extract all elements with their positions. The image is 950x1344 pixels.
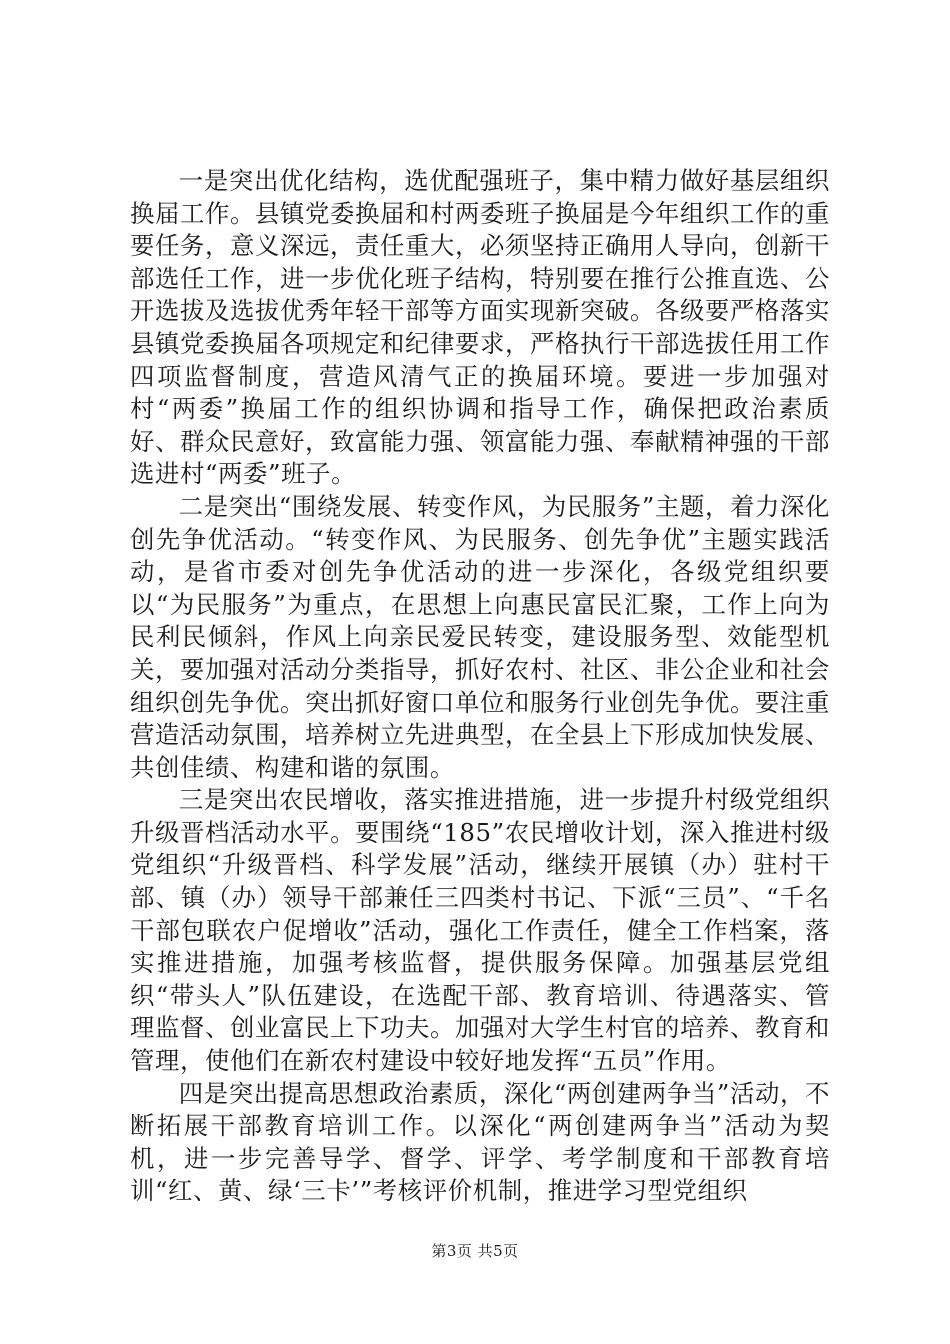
page-number-footer: 第3页 共5页 bbox=[431, 1242, 519, 1260]
paragraph-1: 一是突出优化结构，选优配强班子，集中精力做好基层组织换届工作。县镇党委换届和村两委班子换届是今年组织工作的重要任务，意义深远，责任重大，必须坚持正确用人导向，创新干部选任工作，进一步优化班子结构，特别要在推行公推直选、公开选拔及选拔优秀年轻干部等方面实现新突破。各级要严格落实县镇党委换届各项规定和纪律要求，严格执行干部选拔任用工作四项监督制度，营造风清气正的换届环境。要进一步加强对村“两委”换届工作的组织协调和指导工作，确保把政治素质好、群众民意好，致富能力强、领富能力强、奉献精神强的干部选进村“两委”班子。 bbox=[130, 166, 830, 489]
paragraph-4: 四是突出提高思想政治素质，深化“两创建两争当”活动，不断拓展干部教育培训工作。以深化“两创建两争当”活动为契机，进一步完善导学、督学、评学、考学制度和干部教育培训“红、黄、绿‘三卡’”考核评价机制，推进学习型党组织 bbox=[130, 1078, 830, 1206]
document-body bbox=[130, 165, 830, 1208]
paragraph-2: 二是突出“围绕发展、转变作风，为民服务”主题，着力深化创先争优活动。“转变作风、为民服务、创先争优”主题实践活动，是省市委对创先争优活动的进一步深化，各级党组织要以“为民服务”为重点，在思想上向惠民富民汇聚，工作上向为民利民倾斜，作风上向亲民爱民转变，建设服务型、效能型机关，要加强对活动分类指导，抓好农村、社区、非公企业和社会组织创先争优。突出抓好窗口单位和服务行业创先争优。要注重营造活动氛围，培养树立先进典型，在全县上下形成加快发展、共创佳绩、构建和谐的氛围。 bbox=[130, 491, 830, 782]
paragraph-3: 三是突出农民增收，落实推进措施，进一步提升村级党组织升级晋档活动水平。要围绕“185”农民增收计划，深入推进村级党组织“升级晋档、科学发展”活动，继续开展镇（办）驻村干部、镇（办）领导干部兼任三四类村书记、下派“三员”、“千名干部包联农户促增收”活动，强化工作责任，健全工作档案，落实推进措施，加强考核监督，提供服务保障。加强基层党组织“带头人”队伍建设，在选配干部、教育培训、待遇落实、管理监督、创业富民上下功夫。加强对大学生村官的培养、教育和管理，使他们在新农村建设中较好地发挥“五员”作用。 bbox=[130, 785, 830, 1076]
